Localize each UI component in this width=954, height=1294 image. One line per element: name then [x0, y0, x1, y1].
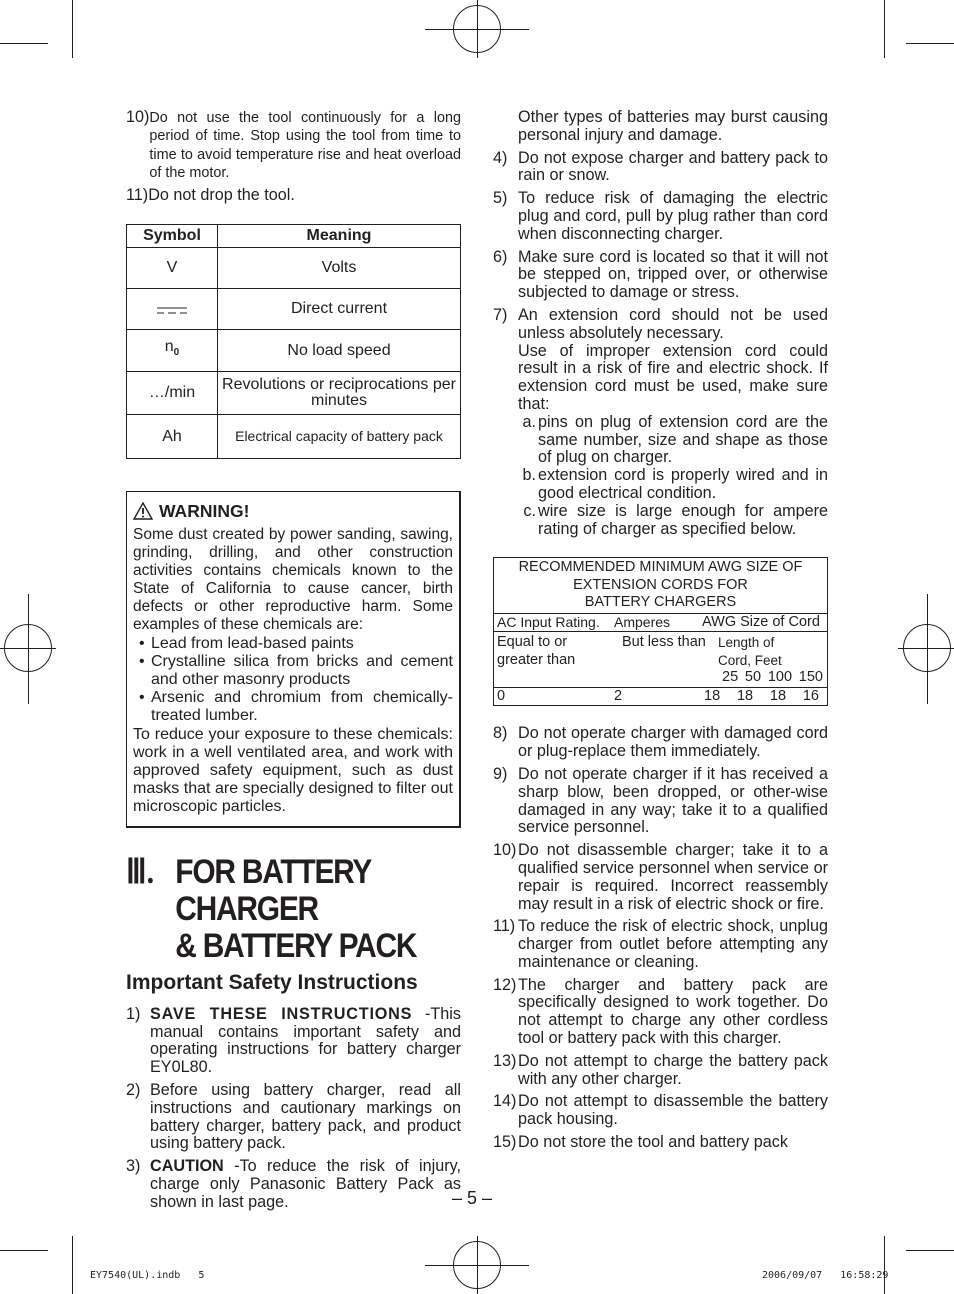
symbol-cell — [127, 288, 218, 329]
symbol-cell: Ah — [127, 414, 218, 458]
list-item: 2) Before using battery charger, read all instructions and cautionary markings on battery charger, battery pack, and product using battery pack. — [126, 1080, 461, 1153]
warning-outro: To reduce your exposure to these chemicals: work in a well ventilated area, and work with approved safety equipment, such as dust masks that are specially designed to filter out microscopic particles. — [133, 725, 453, 815]
list-item: 12) The charger and battery pack are specifically designed to work together. Do not attempt to charge any other cordless tool or battery pack with this charger. — [493, 975, 828, 1048]
warning-heading: WARNING! — [133, 502, 453, 520]
list-item: 10) Do not use the tool continuously for a long period of time. Stop using the tool from time to time to avoid temperature rise and heat overload of the motor. — [126, 108, 461, 181]
table-row — [127, 414, 461, 458]
warning-box — [126, 491, 461, 828]
table-header-row — [127, 224, 461, 247]
table-row — [127, 247, 461, 288]
warning-triangle-icon — [133, 502, 153, 520]
awg-table-title: RECOMMENDED MINIMUM AWG SIZE OF EXTENSION CORDS FOR BATTERY CHARGERS — [494, 558, 827, 614]
warning-intro: Some dust created by power sanding, sawing, grinding, drilling, and other construction activities contains chemicals known to the State of California to cause cancer, birth defects or other reproductive harm. Some examples of these chemicals are: — [133, 525, 453, 633]
meaning-cell: Electrical capacity of battery pack — [218, 414, 461, 458]
list-item: 3) CAUTION -To reduce the risk of injury, charge only Panasonic Battery Pack as shown in last page. — [126, 1157, 461, 1211]
list-item: 7) An extension cord should not be used unless absolutely necessary. Use of improper extension cord could result in a risk of fire and electric shock. If extension cord must be used, make sure that: a. pins on plug of extension cord are the same number, size and shape as those of plug on charger. b. extension cord is properly wired and in good electrical condition. c. wire size is large enough for ampere rating of charger as specified below. — [493, 305, 828, 538]
list-item: 6) Make sure cord is located so that it will not be stepped on, tripped over, or otherwise subjected to damage or stress. — [493, 247, 828, 302]
meaning-cell: Volts — [218, 247, 461, 288]
list-item: 5) To reduce risk of damaging the electric plug and cord, pull by plug rather than cord when disconnecting charger. — [493, 189, 828, 243]
table-row — [127, 329, 461, 371]
page-number: – 5 – — [452, 1188, 493, 1208]
footer-file-name: EY7540(UL).indb 5 — [90, 1270, 205, 1281]
symbol-cell: V — [127, 247, 218, 288]
list-item: 14) Do not attempt to disassemble the battery pack housing. — [493, 1092, 828, 1129]
warning-list — [133, 635, 453, 725]
continued-text: Other types of batteries may burst causing personal injury and damage. — [518, 108, 828, 144]
meaning-cell: Revolutions or reciprocations per minutes — [218, 371, 461, 414]
list-item: 1) SAVE THESE INSTRUCTIONS -This manual contains important safety and operating instructions for battery charger EY0L80. — [126, 1004, 461, 1077]
table-row: 0 2 18 18 18 16 — [494, 687, 827, 706]
list-item: 9) Do not operate charger if it has received a sharp blow, been dropped, or other-wise damaged in any way; take it to a qualified service personnel. — [493, 764, 828, 837]
section-heading: Ⅲ. FOR BATTERY CHARGER & BATTERY PACK — [126, 852, 417, 965]
symbol-table — [126, 224, 461, 459]
list-item: 11) Do not drop the tool. — [126, 186, 295, 205]
subheading: Important Safety Instructions — [126, 970, 418, 994]
list-item: 15) Do not store the tool and battery pack — [493, 1133, 788, 1152]
left-column — [126, 109, 461, 1217]
symbol-cell: …/min — [127, 371, 218, 414]
column-header: Meaning — [218, 224, 461, 247]
column-header: Symbol — [127, 224, 218, 247]
table-header-row: AC Input Rating. Amperes AWG Size of Cord — [494, 614, 827, 633]
table-row — [127, 288, 461, 329]
sub-item: a. pins on plug of extension cord are the same number, size and shape as those of plug on charger. — [522, 412, 828, 467]
table-row — [127, 371, 461, 414]
list-item: • Arsenic and chromium from chemically-treated lumber. — [139, 688, 453, 724]
right-column — [493, 109, 828, 1157]
meaning-cell: No load speed — [218, 329, 461, 371]
sub-item: b. extension cord is properly wired and in good electrical condition. — [522, 466, 828, 502]
direct-current-symbol-icon — [155, 302, 189, 316]
meaning-cell: Direct current — [218, 288, 461, 329]
list-item: • Lead from lead-based paints — [139, 634, 354, 652]
footer-timestamp: 2006/09/07 16:58:29 — [762, 1270, 889, 1281]
list-item: 8) Do not operate charger with damaged cord or plug-replace them immediately. — [493, 724, 828, 761]
list-item: 4) Do not expose charger and battery pack to rain or snow. — [493, 148, 828, 185]
list-item: • Crystalline silica from bricks and cement and other masonry products — [139, 652, 453, 688]
symbol-cell: $n_0$ — [127, 329, 218, 371]
list-item: 10) Do not disassemble charger; take it to a qualified service personnel when service or repair is required. Incorrect reassembly may result in a risk of electric shock or fire. — [493, 841, 828, 913]
list-item: 11) To reduce the risk of electric shock, unplug charger from outlet before attempting any maintenance or cleaning. — [493, 917, 828, 971]
list-item: 13) Do not attempt to charge the battery pack with any other charger. — [493, 1051, 828, 1088]
sub-item: c. wire size is large enough for ampere rating of charger as specified below. — [523, 501, 828, 538]
table-row: Equal to or greater than But less than Length of Cord, Feet 25 50 100 150 — [497, 634, 823, 686]
awg-table — [493, 557, 828, 706]
